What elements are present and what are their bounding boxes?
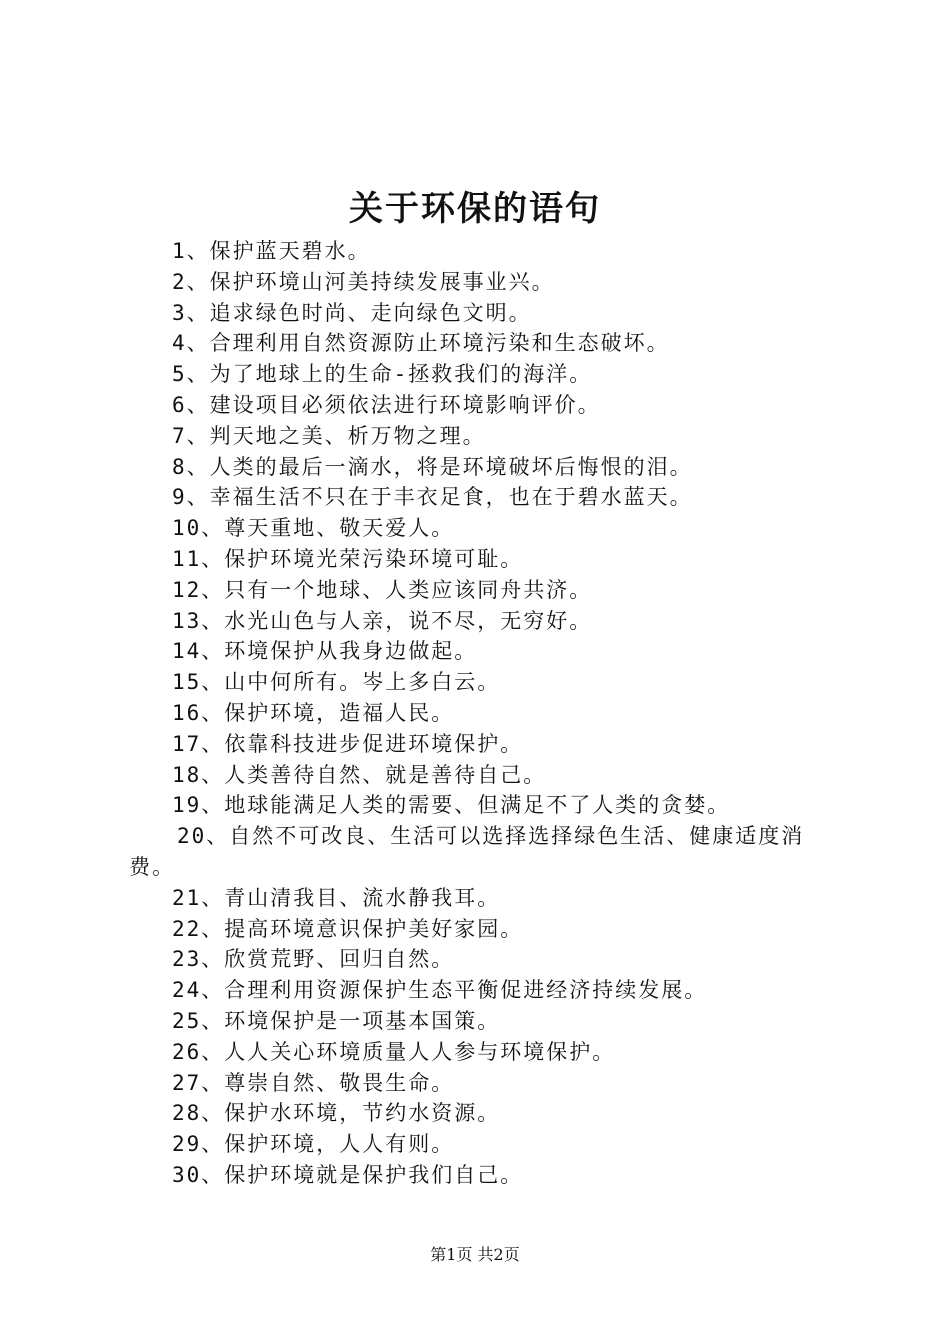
list-item: 4、合理利用自然资源防止环境污染和生态破坏。 bbox=[172, 331, 670, 356]
list-item: 26、人人关心环境质量人人参与环境保护。 bbox=[172, 1039, 616, 1064]
list-item: 5、为了地球上的生命-拯救我们的海洋。 bbox=[172, 362, 593, 387]
list-item: 1、保护蓝天碧水。 bbox=[172, 239, 371, 263]
list-item: 30、保护环境就是保护我们自己。 bbox=[172, 1162, 524, 1187]
list-item: 7、判天地之美、析万物之理。 bbox=[172, 423, 486, 448]
list-item: 3、追求绿色时尚、走向绿色文明。 bbox=[172, 300, 532, 325]
list-item: 21、青山清我目、流水静我耳。 bbox=[172, 885, 501, 910]
list-item: 12、只有一个地球、人类应该同舟共济。 bbox=[172, 577, 593, 602]
list-item: 19、地球能满足人类的需要、但满足不了人类的贪婪。 bbox=[172, 793, 731, 818]
list-item: 8、人类的最后一滴水，将是环境破坏后悔恨的泪。 bbox=[172, 454, 693, 479]
list-item: 28、保护水环境，节约水资源。 bbox=[172, 1101, 501, 1126]
list-item: 14、环境保护从我身边做起。 bbox=[172, 639, 478, 664]
list-item: 18、人类善待自然、就是善待自己。 bbox=[172, 762, 547, 787]
list-item: 20、自然不可改良、生活可以选择选择绿色生活、健康适度消费。 bbox=[129, 824, 805, 879]
document-title: 关于环保的语句 bbox=[349, 189, 601, 229]
list-item: 15、山中何所有。岑上多白云。 bbox=[172, 670, 501, 695]
list-item: 27、尊崇自然、敬畏生命。 bbox=[172, 1070, 455, 1095]
list-item: 6、建设项目必须依法进行环境影响评价。 bbox=[172, 392, 601, 417]
list-item: 24、合理利用资源保护生态平衡促进经济持续发展。 bbox=[172, 978, 708, 1003]
list-item: 13、水光山色与人亲，说不尽，无穷好。 bbox=[172, 608, 593, 633]
list-item: 23、欣赏荒野、回归自然。 bbox=[172, 947, 455, 972]
list-item: 16、保护环境，造福人民。 bbox=[172, 700, 455, 725]
list-item: 11、保护环境光荣污染环境可耻。 bbox=[172, 546, 524, 571]
list-item: 25、环境保护是一项基本国策。 bbox=[172, 1008, 501, 1033]
list-item: 10、尊天重地、敬天爱人。 bbox=[172, 516, 455, 541]
list-item: 17、依靠科技进步促进环境保护。 bbox=[172, 731, 524, 756]
list-item: 2、保护环境山河美持续发展事业兴。 bbox=[172, 269, 555, 294]
page-footer: 第1页 共2页 bbox=[430, 1245, 520, 1264]
list-item: 22、提高环境意识保护美好家园。 bbox=[172, 916, 524, 941]
document-body bbox=[129, 236, 834, 1191]
list-item: 29、保护环境，人人有则。 bbox=[172, 1132, 455, 1157]
list-item: 9、幸福生活不只在于丰衣足食，也在于碧水蓝天。 bbox=[172, 485, 693, 510]
